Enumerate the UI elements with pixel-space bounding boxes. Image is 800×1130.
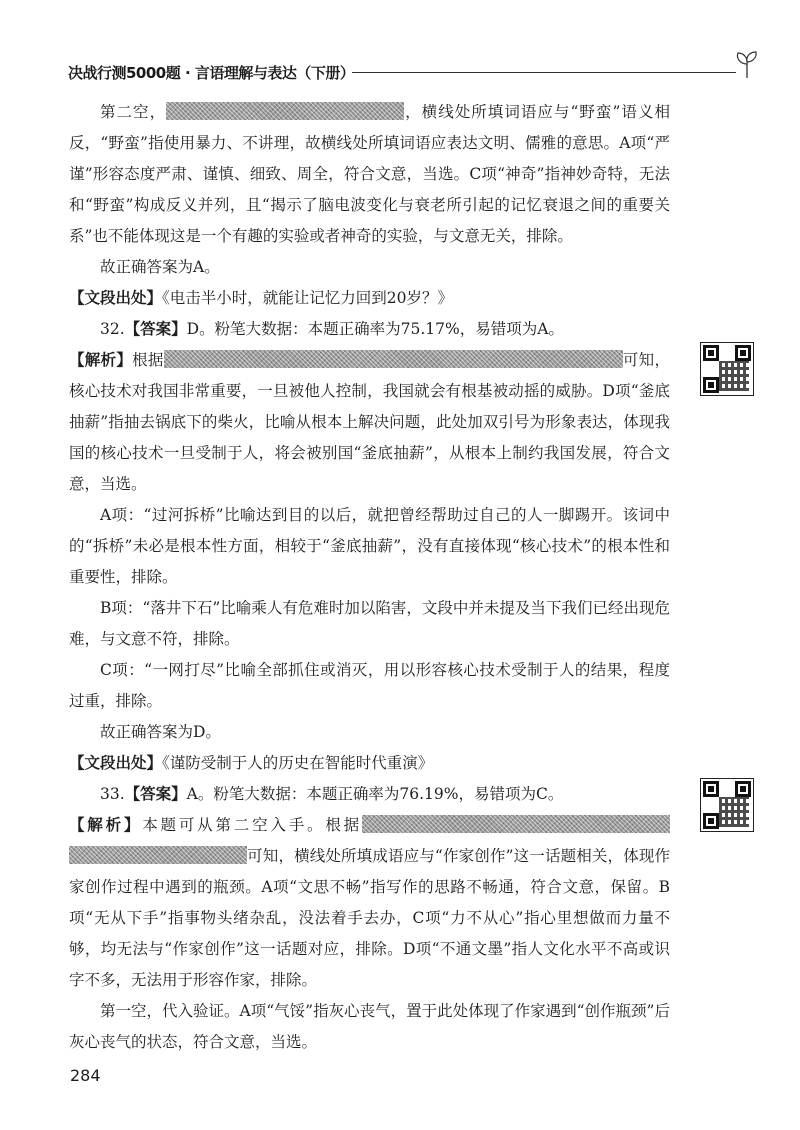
answer-paragraph xyxy=(69,779,670,810)
book-title: 决战行测5000题 · 言语理解与表达（下册） xyxy=(68,64,355,82)
question-number: 32. xyxy=(100,320,125,338)
header-rule xyxy=(352,72,736,73)
answer-text: A。粉笔大数据：本题正确率为76.19%，易错项为C。 xyxy=(186,785,564,803)
paragraph: 故正确答案为D。 xyxy=(100,723,221,741)
paragraph: A项：“过河拆桥”比喻达到目的以后，就把曾经帮助过自己的人一脚踢开。该词中的“拆桥”未必是根本性方面，相较于“釜底抽薪”，没有直接体现“核心技术”的根本性和重要性，排除。 xyxy=(69,506,670,586)
paragraph: 第一空，代入验证。A项“气馁”指灰心丧气，置于此处体现了作家遇到“创作瓶颈”后灰心丧气的状态，符合文意，当选。 xyxy=(69,1002,670,1051)
qr-code-icon[interactable] xyxy=(700,778,754,832)
qr-code-icon[interactable] xyxy=(700,342,754,396)
source-label: 【文段出处】 xyxy=(69,754,163,772)
answer-label: 【答案】 xyxy=(124,785,187,803)
paragraph-text: 根据 xyxy=(132,351,164,369)
paragraph-text: 可知，横线处所填成语应与“作家创作”这一话题相关，体现作家创作过程中遇到的瓶颈。A项“文思不畅”指写作的思路不畅通，符合文意，保留。B项“无从下手”指事物头绪杂乱，没法着手去办，C项“力不从心”指心里想做而力量不够，均无法与“作家创作”这一话题对应，排除。D项“不通文墨”指人文化水平不高或识字不多，无法用于形容作家，排除。 xyxy=(69,847,670,989)
main-content xyxy=(69,97,670,1058)
paragraph xyxy=(69,97,670,252)
paragraph: C项：“一网打尽”比喻全部抓住或消灭，用以形容核心技术受制于人的结果，程度过重，排除。 xyxy=(69,661,670,710)
paragraph-text: 第二空， xyxy=(100,103,167,121)
answer-label: 【答案】 xyxy=(124,320,187,338)
analysis-label: 【解析】 xyxy=(69,816,143,834)
paragraph-text: ，横线处所填词语应与“野蛮”语义相反，“野蛮”指使用暴力、不讲理，故横线处所填词语应表达文明、儒雅的意思。A项“严谨”形容态度严肃、谨慎、细致、周全，符合文意，当选。C项“神奇”指神妙奇特，无法和“野蛮”构成反义并列，且“揭示了脑电波变化与衰老所引起的记忆衰退之间的重要关系”也不能体现这是一个有趣的实验或者神奇的实验，与文意无关，排除。 xyxy=(69,103,670,245)
paragraph-text: 可知，核心技术对我国非常重要，一旦被他人控制，我国就会有根基被动摇的威胁。D项“釜底抽薪”指抽去锅底下的柴火，比喻从根本上解决问题，此处加双引号为形象表达，体现我国的核心技术一旦受制于人，将会被别国“釜底抽薪”，从根本上制约我国发展，符合文意，当选。 xyxy=(69,351,670,493)
obscured-text xyxy=(164,350,623,368)
obscured-text xyxy=(166,102,404,120)
source-title: 《谨防受制于人的历史在智能时代重演》 xyxy=(162,754,434,772)
source-label: 【文段出处】 xyxy=(69,289,163,307)
analysis-label: 【解析】 xyxy=(69,351,133,369)
analysis-paragraph xyxy=(69,345,670,500)
question-number: 33. xyxy=(100,785,125,803)
answer-paragraph xyxy=(69,314,670,345)
paragraph-text: 本题可从第二空入手。根据 xyxy=(142,816,362,834)
paragraph: B项：“落井下石”比喻乘人有危难时加以陷害，文段中并未提及当下我们已经出现危难，与文意不符，排除。 xyxy=(69,599,670,648)
page-number: 284 xyxy=(70,1066,101,1085)
source-paragraph xyxy=(69,283,670,314)
obscured-text xyxy=(69,846,247,864)
paragraph: 故正确答案为A。 xyxy=(100,258,220,276)
obscured-text xyxy=(362,815,670,833)
source-title: 《电击半小时，就能让记忆力回到20岁？》 xyxy=(162,289,453,307)
source-paragraph xyxy=(69,748,670,779)
analysis-paragraph xyxy=(69,810,670,996)
answer-text: D。粉笔大数据：本题正确率为75.17%，易错项为A。 xyxy=(186,320,564,338)
running-header xyxy=(60,60,760,84)
sprout-icon xyxy=(734,50,760,80)
